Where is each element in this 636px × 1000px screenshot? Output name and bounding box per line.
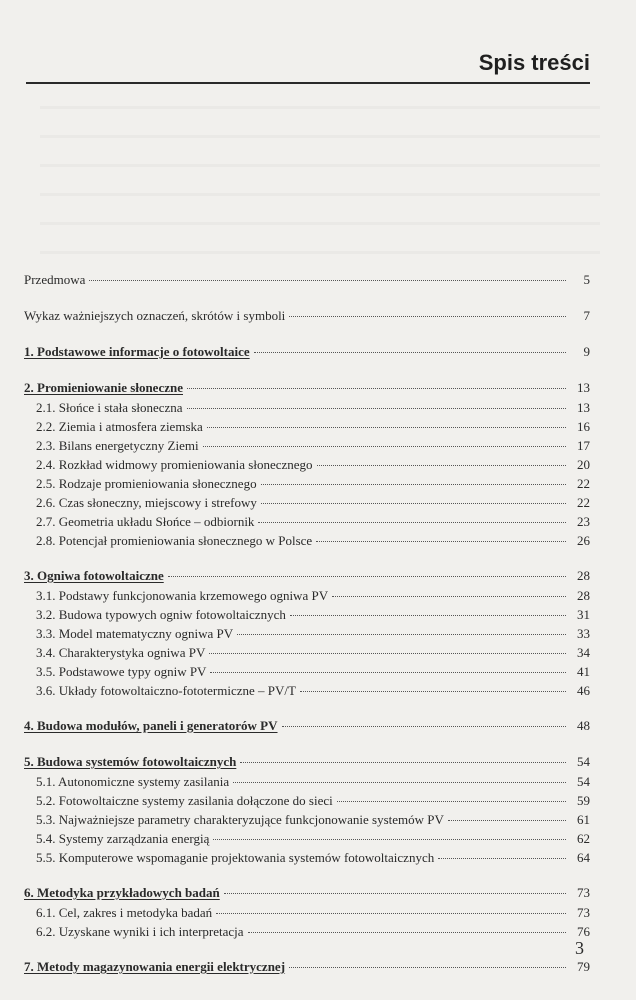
toc-chapter-entry [24, 716, 590, 736]
dot-leader [187, 407, 566, 409]
toc-chapter-entry [24, 342, 590, 362]
dot-leader [210, 671, 566, 673]
dot-leader [248, 931, 566, 933]
toc-entry-title: 4. Budowa modułów, paneli i generatorów PV [24, 718, 278, 733]
dot-leader [261, 483, 566, 485]
toc-entry-title: 6.1. Cel, zakres i metodyka badań [36, 905, 213, 920]
toc-chapter-entry [24, 566, 590, 586]
toc-entry [24, 306, 590, 326]
toc-entry-title: 3.5. Podstawowe typy ogniw PV [36, 664, 207, 679]
dot-leader [289, 315, 566, 317]
toc-subentry [24, 643, 590, 662]
toc-subentry [24, 662, 590, 681]
toc-page-number: 9 [583, 344, 590, 359]
dot-leader [332, 595, 566, 597]
toc-page-number: 22 [577, 495, 590, 510]
toc-subentry [24, 512, 590, 531]
toc-page-number: 23 [577, 514, 590, 529]
dot-leader [203, 445, 566, 447]
toc-subentry [24, 922, 590, 941]
toc-page-number: 34 [577, 645, 590, 660]
table-of-contents [24, 270, 590, 977]
toc-page-number: 13 [577, 400, 590, 415]
toc-subentry [24, 436, 590, 455]
toc-subentry [24, 829, 590, 848]
dot-leader [290, 614, 566, 616]
dot-leader [258, 521, 566, 523]
toc-spacer [24, 736, 590, 752]
dot-leader [448, 819, 566, 821]
toc-page-number: 73 [577, 905, 590, 920]
toc-page-number: 62 [577, 831, 590, 846]
toc-spacer [24, 941, 590, 957]
toc-spacer [24, 326, 590, 342]
page-title: Spis treści [478, 50, 590, 75]
toc-entry-title: 3.1. Podstawy funkcjonowania krzemowego ogniwa PV [36, 588, 329, 603]
toc-entry-title: 2.8. Potencjał promieniowania słonecznego w Polsce [36, 533, 313, 548]
toc-page-number: 48 [577, 718, 590, 733]
toc-entry-title: 5. Budowa systemów fotowoltaicznych [24, 754, 237, 769]
dot-leader [261, 502, 566, 504]
toc-spacer [24, 290, 590, 306]
dot-leader [316, 540, 566, 542]
toc-page-number: 64 [577, 850, 590, 865]
toc-entry-title: 2. Promieniowanie słoneczne [24, 380, 183, 395]
toc-entry-title: 3.3. Model matematyczny ogniwa PV [36, 626, 234, 641]
toc-entry-title: 3.2. Budowa typowych ogniw fotowoltaicznych [36, 607, 286, 622]
toc-subentry [24, 398, 590, 417]
toc-page-number: 73 [577, 885, 590, 900]
toc-subentry [24, 624, 590, 643]
toc-chapter-entry [24, 378, 590, 398]
toc-page-number: 31 [577, 607, 590, 622]
toc-spacer [24, 362, 590, 378]
toc-entry-title: 2.5. Rodzaje promieniowania słonecznego [36, 476, 257, 491]
dot-leader [254, 351, 566, 353]
dot-leader [317, 464, 566, 466]
toc-entry-title: 1. Podstawowe informacje o fotowoltaice [24, 344, 250, 359]
toc-page-number: 13 [577, 380, 590, 395]
dot-leader [300, 690, 566, 692]
toc-spacer [24, 700, 590, 716]
toc-entry-title: 2.3. Bilans energetyczny Ziemi [36, 438, 199, 453]
toc-entry-title: 2.6. Czas słoneczny, miejscowy i strefowy [36, 495, 257, 510]
dot-leader [168, 575, 566, 577]
dot-leader [237, 633, 566, 635]
toc-entry-title: 5.3. Najważniejsze parametry charakteryzujące funkcjonowanie systemów PV [36, 812, 444, 827]
dot-leader [213, 838, 566, 840]
toc-entry-title: 3.4. Charakterystyka ogniwa PV [36, 645, 206, 660]
toc-subentry [24, 531, 590, 550]
toc-entry-title: 6. Metodyka przykładowych badań [24, 885, 220, 900]
title-rule [26, 82, 590, 84]
dot-leader [233, 781, 566, 783]
dot-leader [337, 800, 566, 802]
toc-page-number: 54 [577, 754, 590, 769]
toc-entry-title: 5.5. Komputerowe wspomaganie projektowania systemów fotowoltaicznych [36, 850, 435, 865]
dot-leader [282, 725, 566, 727]
toc-page-number: 41 [577, 664, 590, 679]
toc-entry-title: 5.4. Systemy zarządzania energią [36, 831, 210, 846]
dot-leader [89, 279, 566, 281]
toc-subentry [24, 681, 590, 700]
toc-page-number: 79 [577, 959, 590, 974]
toc-subentry [24, 455, 590, 474]
dot-leader [240, 761, 566, 763]
toc-subentry [24, 791, 590, 810]
dot-leader [289, 966, 566, 968]
toc-entry-title: 2.2. Ziemia i atmosfera ziemska [36, 419, 203, 434]
toc-subentry [24, 493, 590, 512]
toc-entry-title: 2.7. Geometria układu Słońce – odbiornik [36, 514, 255, 529]
paper-texture [40, 80, 600, 260]
dot-leader [438, 857, 566, 859]
dot-leader [209, 652, 566, 654]
toc-subentry [24, 605, 590, 624]
toc-page-number: 22 [577, 476, 590, 491]
toc-subentry [24, 417, 590, 436]
toc-page-number: 61 [577, 812, 590, 827]
toc-page-number: 26 [577, 533, 590, 548]
toc-chapter-entry [24, 957, 590, 977]
toc-page-number: 33 [577, 626, 590, 641]
toc-page-number: 28 [577, 568, 590, 583]
toc-subentry [24, 772, 590, 791]
toc-entry-title: 7. Metody magazynowania energii elektrycznej [24, 959, 286, 974]
toc-subentry [24, 474, 590, 493]
toc-entry-title: 3.6. Układy fotowoltaiczno-fototermiczne – PV/T [36, 683, 296, 698]
toc-page-number: 59 [577, 793, 590, 808]
toc-subentry [24, 848, 590, 867]
toc-entry-title: 2.4. Rozkład widmowy promieniowania słonecznego [36, 457, 313, 472]
dot-leader [187, 387, 566, 389]
toc-entry-title: Przedmowa [24, 272, 86, 287]
toc-entry-title: 6.2. Uzyskane wyniki i ich interpretacja [36, 924, 244, 939]
toc-entry-title: 5.1. Autonomiczne systemy zasilania [36, 774, 230, 789]
toc-page-number: 54 [577, 774, 590, 789]
toc-page-number: 17 [577, 438, 590, 453]
toc-subentry [24, 810, 590, 829]
toc-spacer [24, 550, 590, 566]
toc-page-number: 16 [577, 419, 590, 434]
toc-page-number: 76 [577, 924, 590, 939]
toc-subentry [24, 586, 590, 605]
toc-subentry [24, 903, 590, 922]
toc-chapter-entry [24, 752, 590, 772]
toc-entry-title: 5.2. Fotowoltaiczne systemy zasilania dołączone do sieci [36, 793, 333, 808]
toc-page-number: 20 [577, 457, 590, 472]
toc-page-number: 5 [583, 272, 590, 287]
toc-entry-title: Wykaz ważniejszych oznaczeń, skrótów i symboli [24, 308, 286, 323]
toc-entry [24, 270, 590, 290]
toc-entry-title: 3. Ogniwa fotowoltaiczne [24, 568, 164, 583]
dot-leader [224, 892, 566, 894]
dot-leader [216, 912, 566, 914]
toc-entry-title: 2.1. Słońce i stała słoneczna [36, 400, 183, 415]
toc-chapter-entry [24, 883, 590, 903]
toc-page-number: 46 [577, 683, 590, 698]
toc-spacer [24, 867, 590, 883]
dot-leader [207, 426, 566, 428]
page-number: 3 [575, 938, 584, 958]
toc-page-number: 7 [583, 308, 590, 323]
toc-page-number: 28 [577, 588, 590, 603]
